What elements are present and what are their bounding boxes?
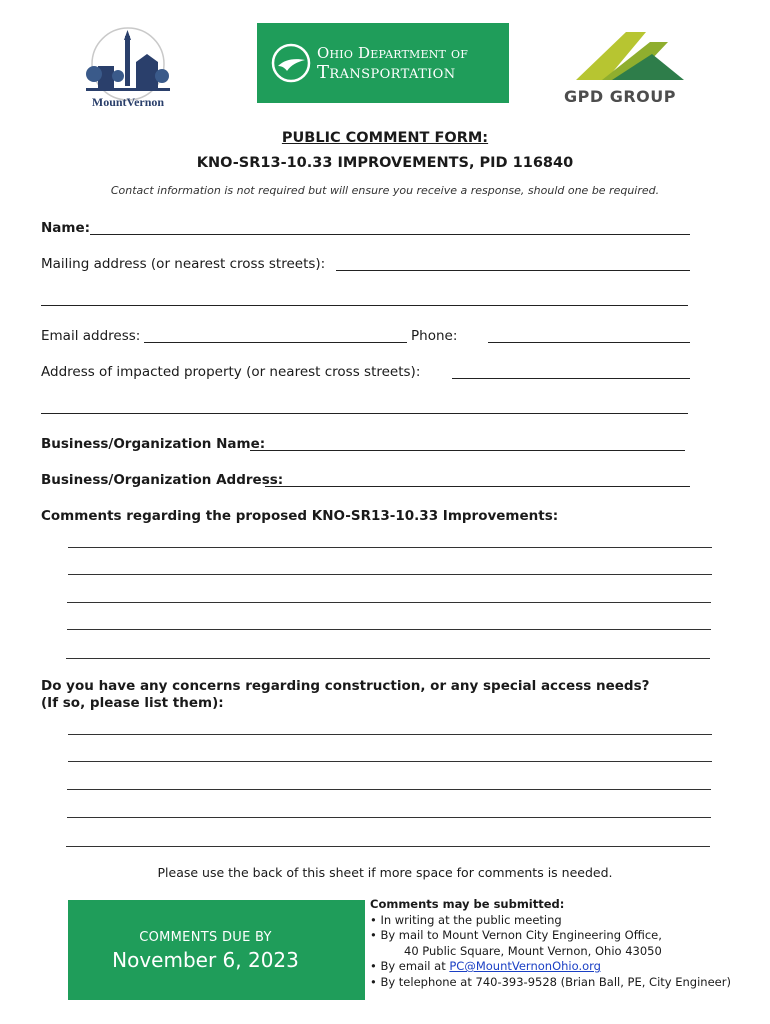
submission-heading: Comments may be submitted:	[370, 897, 565, 911]
impacted-property-field-line2[interactable]	[41, 413, 688, 414]
comments-line[interactable]	[67, 602, 711, 603]
business-name-label: Business/Organization Name:	[41, 436, 266, 452]
mount-vernon-logo	[78, 26, 178, 112]
concerns-line[interactable]	[67, 817, 711, 818]
back-of-sheet-note: Please use the back of this sheet if more space for comments is needed.	[157, 865, 613, 880]
concerns-line[interactable]	[66, 846, 710, 847]
due-date: November 6, 2023	[112, 948, 299, 972]
comments-label: Comments regarding the proposed KNO-SR13-10.33 Improvements:	[41, 508, 559, 524]
due-label: COMMENTS DUE BY	[139, 930, 272, 945]
submission-mail: • By mail to Mount Vernon City Engineering Office,	[370, 928, 662, 942]
submission-mail-address: 40 Public Square, Mount Vernon, Ohio 43050	[404, 943, 662, 958]
phone-label: Phone:	[411, 328, 458, 344]
comments-line[interactable]	[68, 574, 712, 575]
email-label: Email address:	[41, 328, 141, 344]
odot-logo	[257, 23, 509, 103]
mailing-address-field[interactable]	[336, 270, 690, 271]
mailing-address-label: Mailing address (or nearest cross streets):	[41, 256, 326, 272]
comments-due-box	[68, 900, 365, 1000]
comments-line[interactable]	[66, 658, 710, 659]
impacted-property-label: Address of impacted property (or nearest cross streets):	[41, 364, 421, 380]
concerns-line[interactable]	[67, 789, 711, 790]
gpd-wordmark: GPD GROUP	[564, 87, 676, 106]
submission-phone: • By telephone at 740-393-9528 (Brian Ball, PE, City Engineer)	[370, 974, 731, 989]
contact-note: Contact information is not required but will ensure you receive a response, should one be required.	[110, 184, 660, 197]
mount-vernon-wordmark: MountVernon	[91, 95, 165, 109]
business-name-field[interactable]	[250, 450, 685, 451]
concerns-line[interactable]	[68, 734, 712, 735]
comments-line[interactable]	[68, 547, 712, 548]
name-label: Name:	[41, 220, 91, 236]
impacted-property-field[interactable]	[452, 378, 690, 379]
mailing-address-field-line2[interactable]	[41, 305, 688, 306]
form-title: PUBLIC COMMENT FORM:	[281, 130, 489, 146]
mountain-triangles-icon	[572, 28, 684, 84]
odot-name-line1: Ohio Department of	[317, 44, 469, 62]
business-address-field[interactable]	[265, 486, 690, 487]
city-skyline-icon	[78, 26, 178, 112]
odot-name-line2: Transportation	[317, 62, 456, 83]
gpd-group-logo	[560, 28, 700, 108]
name-field[interactable]	[90, 234, 690, 235]
business-address-label: Business/Organization Address:	[41, 472, 284, 488]
submission-in-person: • In writing at the public meeting	[370, 912, 562, 927]
ohio-wing-icon	[271, 43, 311, 83]
form-subtitle: KNO-SR13-10.33 IMPROVEMENTS, PID 116840	[196, 155, 574, 171]
submission-email-prefix: • By email at	[370, 959, 450, 973]
concerns-line[interactable]	[68, 761, 712, 762]
email-field[interactable]	[144, 342, 407, 343]
concerns-sublabel: (If so, please list them):	[41, 695, 224, 711]
concerns-label: Do you have any concerns regarding construction, or any special access needs?	[41, 678, 650, 694]
submission-email	[370, 959, 731, 975]
submission-methods	[370, 897, 731, 990]
comments-line[interactable]	[67, 629, 711, 630]
phone-field[interactable]	[488, 342, 690, 343]
email-link[interactable]: PC@MountVernonOhio.org	[449, 959, 601, 973]
